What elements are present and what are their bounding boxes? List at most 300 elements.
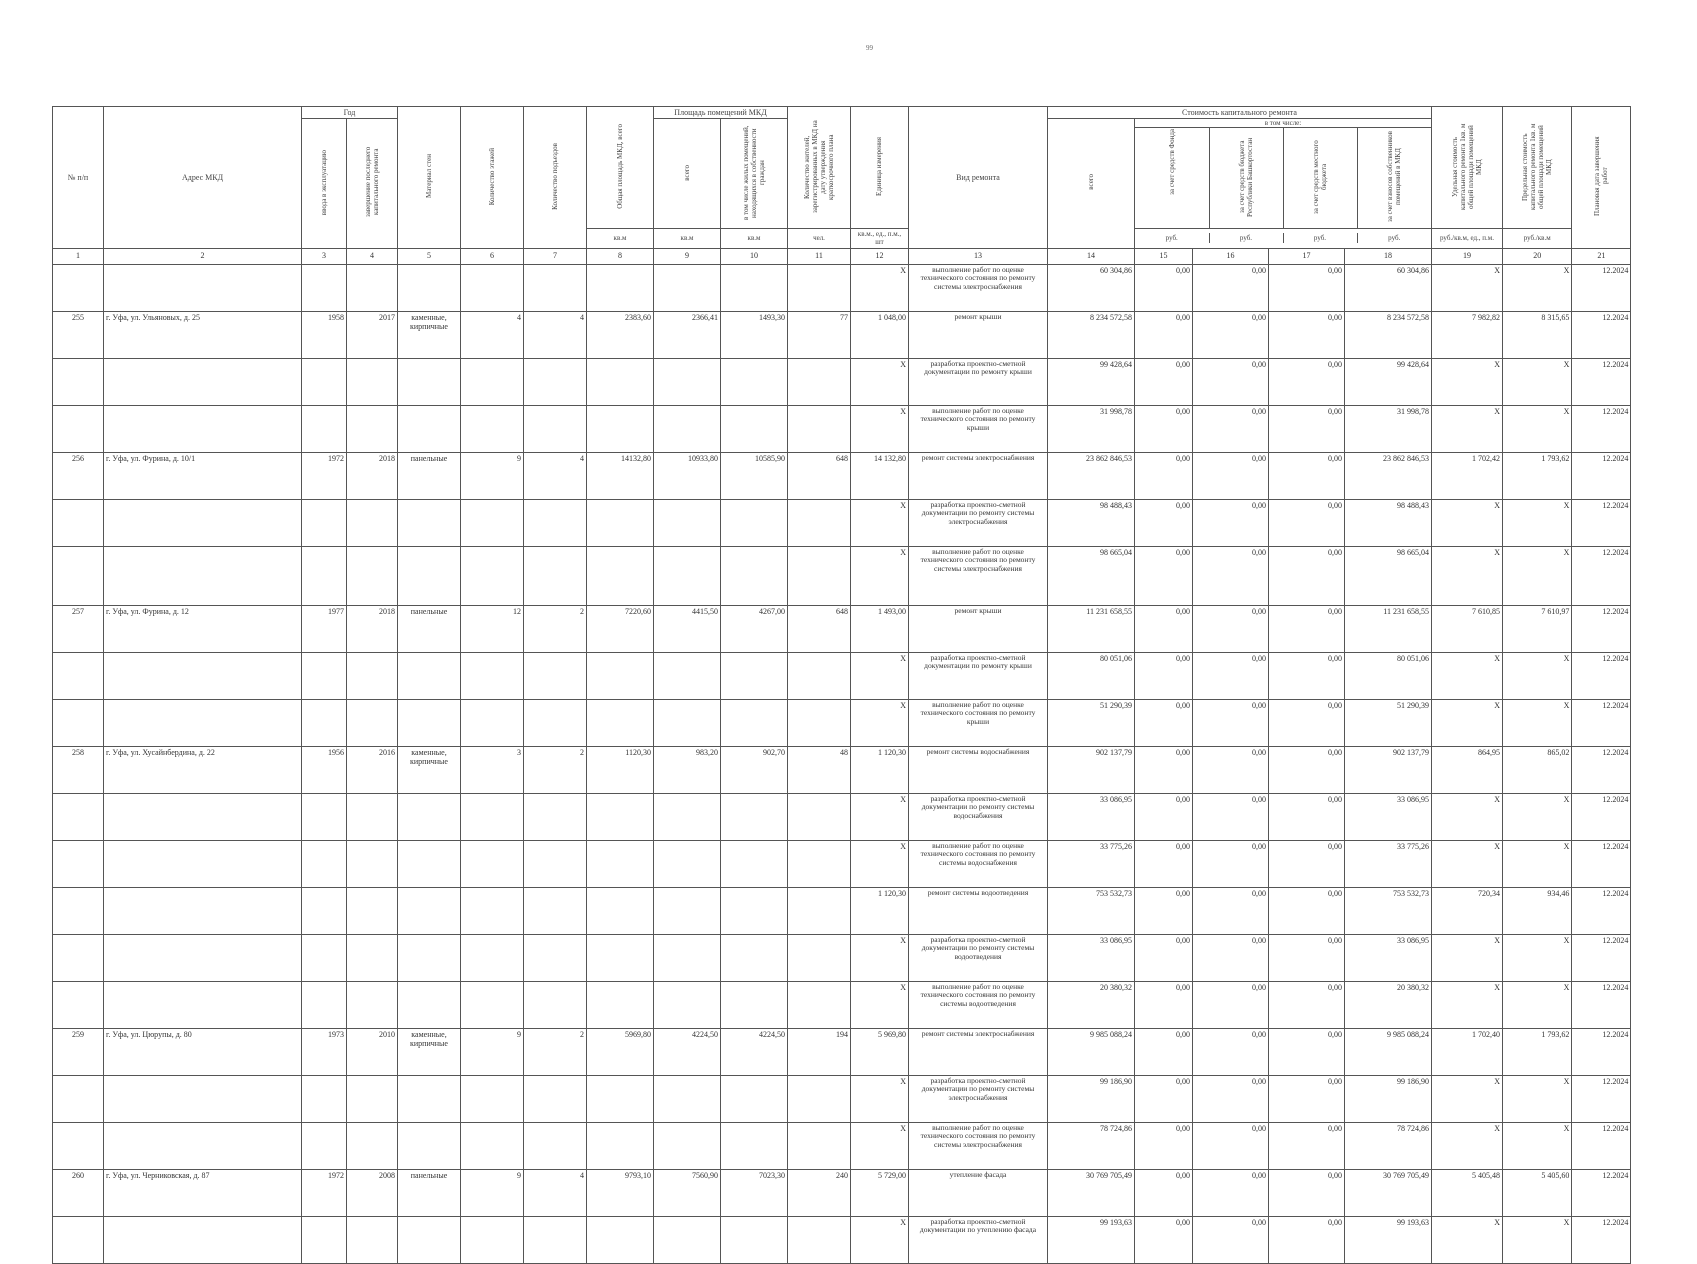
column-number: 2: [104, 248, 302, 264]
row-cost-owners: 98 488,43: [1345, 499, 1432, 546]
row-total-area: [587, 405, 654, 452]
row-address: [104, 405, 302, 452]
row-number: [53, 1075, 104, 1122]
table-row: [53, 1122, 1631, 1169]
row-quantity: X: [851, 699, 909, 746]
row-premises-total: [654, 405, 721, 452]
row-entrances: [524, 840, 587, 887]
column-number: 11: [788, 248, 851, 264]
header-year-last-repair: завершение последнего капитального ремонта: [347, 119, 398, 248]
row-max-cost: X: [1503, 981, 1572, 1028]
row-cost-owners: 99 193,63: [1345, 1216, 1432, 1263]
row-cost-fund: 0,00: [1135, 887, 1193, 934]
column-number: 14: [1048, 248, 1135, 264]
row-year-last-repair: [347, 499, 398, 546]
row-repair-type: разработка проектно-сметной документации по ремонту системы водоотведения: [909, 934, 1048, 981]
table-row: [53, 1169, 1631, 1216]
row-cost-fund: 0,00: [1135, 1216, 1193, 1263]
row-cost-local: 0,00: [1269, 358, 1345, 405]
row-quantity: X: [851, 652, 909, 699]
row-total-area: [587, 934, 654, 981]
row-max-cost: X: [1503, 652, 1572, 699]
row-unit-cost: X: [1432, 264, 1503, 311]
row-wall-material: [398, 652, 461, 699]
row-address: [104, 793, 302, 840]
row-address: [104, 546, 302, 605]
row-cost-owners: 30 769 705,49: [1345, 1169, 1432, 1216]
row-deadline: 12.2024: [1572, 1169, 1631, 1216]
row-address: [104, 499, 302, 546]
row-premises-owned: [721, 652, 788, 699]
row-entrances: [524, 1075, 587, 1122]
row-unit-cost: X: [1432, 699, 1503, 746]
row-address: г. Уфа, ул. Хусайнбердина, д. 22: [104, 746, 302, 793]
table-row: [53, 840, 1631, 887]
row-entrances: [524, 405, 587, 452]
row-total-area: [587, 1216, 654, 1263]
row-quantity: 5 729,00: [851, 1169, 909, 1216]
row-entrances: [524, 699, 587, 746]
row-cost-owners: 31 998,78: [1345, 405, 1432, 452]
row-number: [53, 1122, 104, 1169]
row-cost-fund: 0,00: [1135, 605, 1193, 652]
row-unit-cost: 7 610,85: [1432, 605, 1503, 652]
row-cost-fund: 0,00: [1135, 405, 1193, 452]
row-year-commission: [302, 499, 347, 546]
row-number: [53, 405, 104, 452]
row-total-area: 2383,60: [587, 311, 654, 358]
row-cost-local: 0,00: [1269, 1216, 1345, 1263]
page-number: 99: [866, 44, 873, 52]
row-cost-republic: 0,00: [1193, 699, 1269, 746]
row-cost-fund: 0,00: [1135, 358, 1193, 405]
column-number: 19: [1432, 248, 1503, 264]
table-row: [53, 605, 1631, 652]
row-premises-total: 983,20: [654, 746, 721, 793]
header-num: № п/п: [53, 107, 104, 249]
row-cost-fund: 0,00: [1135, 264, 1193, 311]
row-year-last-repair: [347, 699, 398, 746]
row-year-commission: 1972: [302, 1169, 347, 1216]
row-premises-owned: [721, 358, 788, 405]
unit-measure: кв.м., ед., п.м., шт: [851, 229, 909, 248]
row-cost-local: 0,00: [1269, 1028, 1345, 1075]
row-total-area: [587, 264, 654, 311]
row-quantity: X: [851, 264, 909, 311]
row-premises-total: [654, 840, 721, 887]
column-number: 9: [654, 248, 721, 264]
row-deadline: 12.2024: [1572, 746, 1631, 793]
row-premises-owned: [721, 934, 788, 981]
row-premises-owned: [721, 699, 788, 746]
header-cost-total: всего: [1048, 119, 1135, 248]
row-cost-fund: 0,00: [1135, 1122, 1193, 1169]
row-cost-republic: 0,00: [1193, 605, 1269, 652]
row-floors: [461, 1075, 524, 1122]
row-premises-owned: [721, 887, 788, 934]
table-row: [53, 699, 1631, 746]
row-floors: [461, 546, 524, 605]
unit-unit-cost: руб./кв.м, ед., п.м.: [1432, 229, 1503, 248]
row-residents: 194: [788, 1028, 851, 1075]
row-floors: [461, 793, 524, 840]
row-number: [53, 887, 104, 934]
header-wall-material: Материал стен: [398, 107, 461, 249]
row-number: [53, 264, 104, 311]
row-premises-total: [654, 934, 721, 981]
row-year-last-repair: 2016: [347, 746, 398, 793]
row-wall-material: [398, 793, 461, 840]
row-cost-fund: 0,00: [1135, 1028, 1193, 1075]
row-residents: [788, 405, 851, 452]
row-max-cost: 5 405,60: [1503, 1169, 1572, 1216]
row-max-cost: 934,46: [1503, 887, 1572, 934]
row-repair-type: ремонт системы водоснабжения: [909, 746, 1048, 793]
row-cost-republic: 0,00: [1193, 652, 1269, 699]
row-year-last-repair: 2010: [347, 1028, 398, 1075]
row-number: 256: [53, 452, 104, 499]
row-address: г. Уфа, ул. Ульяновых, д. 25: [104, 311, 302, 358]
row-cost-republic: 0,00: [1193, 546, 1269, 605]
row-premises-total: [654, 358, 721, 405]
row-deadline: 12.2024: [1572, 311, 1631, 358]
row-cost-total: 99 193,63: [1048, 1216, 1135, 1263]
column-number: 18: [1345, 248, 1432, 264]
row-cost-total: 31 998,78: [1048, 405, 1135, 452]
row-floors: 3: [461, 746, 524, 793]
row-wall-material: [398, 699, 461, 746]
table-row: [53, 405, 1631, 452]
row-cost-republic: 0,00: [1193, 1122, 1269, 1169]
row-total-area: [587, 1122, 654, 1169]
row-unit-cost: X: [1432, 405, 1503, 452]
row-cost-local: 0,00: [1269, 452, 1345, 499]
row-year-commission: [302, 793, 347, 840]
header-cost-fund: за счет средств Фонда: [1135, 128, 1209, 228]
row-cost-republic: 0,00: [1193, 405, 1269, 452]
row-floors: [461, 499, 524, 546]
row-unit-cost: X: [1432, 934, 1503, 981]
row-address: [104, 1122, 302, 1169]
capital-repair-table: [52, 106, 1631, 1264]
row-number: [53, 699, 104, 746]
row-year-last-repair: [347, 1075, 398, 1122]
row-year-last-repair: 2018: [347, 605, 398, 652]
row-address: [104, 934, 302, 981]
column-number: 15: [1135, 248, 1193, 264]
column-number: 17: [1269, 248, 1345, 264]
row-deadline: 12.2024: [1572, 499, 1631, 546]
row-repair-type: выполнение работ по оценке технического состояния по ремонту крыши: [909, 699, 1048, 746]
row-quantity: 1 048,00: [851, 311, 909, 358]
row-unit-cost: X: [1432, 1075, 1503, 1122]
row-cost-republic: 0,00: [1193, 1028, 1269, 1075]
row-residents: [788, 934, 851, 981]
row-total-area: [587, 840, 654, 887]
row-deadline: 12.2024: [1572, 793, 1631, 840]
row-max-cost: 1 793,62: [1503, 1028, 1572, 1075]
row-year-commission: [302, 358, 347, 405]
row-wall-material: [398, 358, 461, 405]
row-unit-cost: X: [1432, 1216, 1503, 1263]
row-year-last-repair: 2018: [347, 452, 398, 499]
row-total-area: [587, 793, 654, 840]
row-unit-cost: 864,95: [1432, 746, 1503, 793]
row-cost-local: 0,00: [1269, 652, 1345, 699]
row-entrances: [524, 887, 587, 934]
row-quantity: X: [851, 358, 909, 405]
row-floors: [461, 1216, 524, 1263]
header-premises-group: Площадь помещений МКД: [654, 107, 788, 119]
unit-premises-total: кв.м: [654, 229, 721, 248]
row-cost-local: 0,00: [1269, 887, 1345, 934]
row-premises-owned: [721, 793, 788, 840]
row-premises-owned: 902,70: [721, 746, 788, 793]
row-deadline: 12.2024: [1572, 605, 1631, 652]
row-cost-fund: 0,00: [1135, 452, 1193, 499]
row-quantity: 5 969,80: [851, 1028, 909, 1075]
row-premises-total: [654, 1075, 721, 1122]
row-cost-local: 0,00: [1269, 405, 1345, 452]
row-number: [53, 934, 104, 981]
row-cost-fund: 0,00: [1135, 746, 1193, 793]
row-residents: [788, 1075, 851, 1122]
row-floors: [461, 264, 524, 311]
row-address: [104, 840, 302, 887]
row-total-area: [587, 981, 654, 1028]
row-quantity: X: [851, 1122, 909, 1169]
row-cost-local: 0,00: [1269, 746, 1345, 793]
row-unit-cost: 5 405,48: [1432, 1169, 1503, 1216]
row-unit-cost: X: [1432, 1122, 1503, 1169]
row-wall-material: [398, 546, 461, 605]
row-number: 259: [53, 1028, 104, 1075]
row-cost-total: 33 086,95: [1048, 934, 1135, 981]
row-deadline: 12.2024: [1572, 452, 1631, 499]
table-row: [53, 264, 1631, 311]
row-unit-cost: X: [1432, 840, 1503, 887]
row-wall-material: [398, 1075, 461, 1122]
row-wall-material: [398, 1122, 461, 1169]
row-premises-owned: [721, 405, 788, 452]
row-premises-total: 10933,80: [654, 452, 721, 499]
row-premises-owned: [721, 1216, 788, 1263]
row-repair-type: разработка проектно-сметной документации по ремонту крыши: [909, 358, 1048, 405]
unit-premises-owned: кв.м: [721, 229, 788, 248]
row-entrances: [524, 358, 587, 405]
row-premises-total: 7560,90: [654, 1169, 721, 1216]
row-premises-total: [654, 1216, 721, 1263]
row-repair-type: ремонт крыши: [909, 311, 1048, 358]
row-cost-total: 98 665,04: [1048, 546, 1135, 605]
row-total-area: [587, 887, 654, 934]
row-repair-type: разработка проектно-сметной документации по ремонту крыши: [909, 652, 1048, 699]
row-floors: [461, 934, 524, 981]
row-year-commission: 1956: [302, 746, 347, 793]
column-number: 13: [909, 248, 1048, 264]
row-floors: [461, 652, 524, 699]
row-number: 257: [53, 605, 104, 652]
row-cost-republic: 0,00: [1193, 981, 1269, 1028]
unit-max-cost: руб./кв.м: [1503, 229, 1572, 248]
header-cost-group: Стоимость капитального ремонта: [1048, 107, 1432, 119]
row-max-cost: X: [1503, 1216, 1572, 1263]
row-unit-cost: X: [1432, 981, 1503, 1028]
row-cost-fund: 0,00: [1135, 793, 1193, 840]
row-quantity: X: [851, 1216, 909, 1263]
row-premises-owned: 7023,30: [721, 1169, 788, 1216]
row-cost-owners: 33 775,26: [1345, 840, 1432, 887]
header-cost-local: за счет средств местного бюджета: [1283, 128, 1357, 228]
table-row: [53, 887, 1631, 934]
row-deadline: 12.2024: [1572, 934, 1631, 981]
row-total-area: 9793,10: [587, 1169, 654, 1216]
row-cost-total: 753 532,73: [1048, 887, 1135, 934]
row-year-last-repair: [347, 652, 398, 699]
table-row: [53, 934, 1631, 981]
header-max-cost: Предельная стоимость капитального ремонта 1кв. м общей площади помещений МКД: [1503, 107, 1572, 229]
row-quantity: X: [851, 793, 909, 840]
row-total-area: [587, 546, 654, 605]
row-cost-owners: 9 985 088,24: [1345, 1028, 1432, 1075]
row-entrances: 4: [524, 311, 587, 358]
row-deadline: 12.2024: [1572, 1028, 1631, 1075]
header-deadline: Плановая дата завершения работ: [1572, 107, 1631, 249]
row-number: [53, 358, 104, 405]
row-max-cost: X: [1503, 264, 1572, 311]
row-repair-type: выполнение работ по оценке технического состояния по ремонту крыши: [909, 405, 1048, 452]
row-repair-type: разработка проектно-сметной документации по ремонту системы электроснабжения: [909, 1075, 1048, 1122]
row-cost-republic: 0,00: [1193, 499, 1269, 546]
row-residents: [788, 1122, 851, 1169]
row-number: [53, 981, 104, 1028]
row-address: [104, 358, 302, 405]
row-quantity: 14 132,80: [851, 452, 909, 499]
table-row: [53, 546, 1631, 605]
unit-cost-local: руб.: [1283, 233, 1357, 243]
row-residents: 48: [788, 746, 851, 793]
row-cost-owners: 80 051,06: [1345, 652, 1432, 699]
table-row: [53, 358, 1631, 405]
row-floors: [461, 887, 524, 934]
table-body: [53, 264, 1631, 1263]
row-wall-material: [398, 405, 461, 452]
row-cost-republic: 0,00: [1193, 1216, 1269, 1263]
row-cost-fund: 0,00: [1135, 1169, 1193, 1216]
row-total-area: 1120,30: [587, 746, 654, 793]
row-cost-local: 0,00: [1269, 605, 1345, 652]
row-max-cost: X: [1503, 546, 1572, 605]
unit-cost-republic: руб.: [1209, 233, 1283, 243]
row-cost-republic: 0,00: [1193, 746, 1269, 793]
row-residents: [788, 1216, 851, 1263]
column-number: 7: [524, 248, 587, 264]
row-floors: 12: [461, 605, 524, 652]
row-wall-material: панельные: [398, 605, 461, 652]
row-unit-cost: X: [1432, 499, 1503, 546]
row-unit-cost: X: [1432, 793, 1503, 840]
row-total-area: [587, 1075, 654, 1122]
row-wall-material: каменные, кирпичные: [398, 1028, 461, 1075]
row-address: г. Уфа, ул. Фурина, д. 10/1: [104, 452, 302, 499]
row-entrances: 2: [524, 1028, 587, 1075]
row-cost-owners: 11 231 658,55: [1345, 605, 1432, 652]
row-residents: 77: [788, 311, 851, 358]
row-entrances: 2: [524, 746, 587, 793]
row-cost-total: 80 051,06: [1048, 652, 1135, 699]
column-number: 4: [347, 248, 398, 264]
row-address: [104, 887, 302, 934]
row-cost-total: 23 862 846,53: [1048, 452, 1135, 499]
row-year-commission: [302, 546, 347, 605]
row-floors: [461, 358, 524, 405]
row-max-cost: X: [1503, 934, 1572, 981]
row-residents: 648: [788, 605, 851, 652]
row-quantity: 1 493,00: [851, 605, 909, 652]
row-repair-type: разработка проектно-сметной документации по ремонту системы электроснабжения: [909, 499, 1048, 546]
row-year-last-repair: [347, 934, 398, 981]
row-cost-owners: 99 186,90: [1345, 1075, 1432, 1122]
row-number: [53, 1216, 104, 1263]
row-premises-total: [654, 264, 721, 311]
row-cost-owners: 902 137,79: [1345, 746, 1432, 793]
table-row: [53, 1028, 1631, 1075]
header-year-group: Год: [302, 107, 398, 119]
row-cost-local: 0,00: [1269, 264, 1345, 311]
row-residents: [788, 652, 851, 699]
row-premises-total: [654, 887, 721, 934]
column-number: 6: [461, 248, 524, 264]
row-deadline: 12.2024: [1572, 405, 1631, 452]
row-entrances: [524, 652, 587, 699]
row-residents: [788, 887, 851, 934]
row-address: [104, 981, 302, 1028]
header-premises-total: всего: [654, 119, 721, 229]
row-deadline: 12.2024: [1572, 358, 1631, 405]
row-quantity: X: [851, 840, 909, 887]
table-row: [53, 746, 1631, 793]
header-total-area: Общая площадь МКД, всего: [587, 107, 654, 229]
row-premises-total: 2366,41: [654, 311, 721, 358]
table-row: [53, 452, 1631, 499]
row-quantity: 1 120,30: [851, 887, 909, 934]
row-residents: [788, 981, 851, 1028]
row-repair-type: ремонт системы водоотведения: [909, 887, 1048, 934]
row-premises-total: [654, 652, 721, 699]
row-floors: 9: [461, 1169, 524, 1216]
row-total-area: [587, 499, 654, 546]
row-year-commission: 1977: [302, 605, 347, 652]
row-address: [104, 652, 302, 699]
header-address: Адрес МКД: [104, 107, 302, 249]
row-cost-local: 0,00: [1269, 1122, 1345, 1169]
row-residents: 648: [788, 452, 851, 499]
row-unit-cost: 1 702,40: [1432, 1028, 1503, 1075]
table-row: [53, 311, 1631, 358]
row-cost-local: 0,00: [1269, 311, 1345, 358]
row-floors: [461, 405, 524, 452]
column-number: 12: [851, 248, 909, 264]
row-cost-republic: 0,00: [1193, 1169, 1269, 1216]
row-year-last-repair: [347, 1122, 398, 1169]
row-cost-fund: 0,00: [1135, 311, 1193, 358]
row-repair-type: выполнение работ по оценке технического состояния по ремонту системы водоснабжения: [909, 840, 1048, 887]
row-entrances: [524, 1216, 587, 1263]
row-quantity: 1 120,30: [851, 746, 909, 793]
row-entrances: 4: [524, 1169, 587, 1216]
row-unit-cost: X: [1432, 358, 1503, 405]
row-number: [53, 499, 104, 546]
